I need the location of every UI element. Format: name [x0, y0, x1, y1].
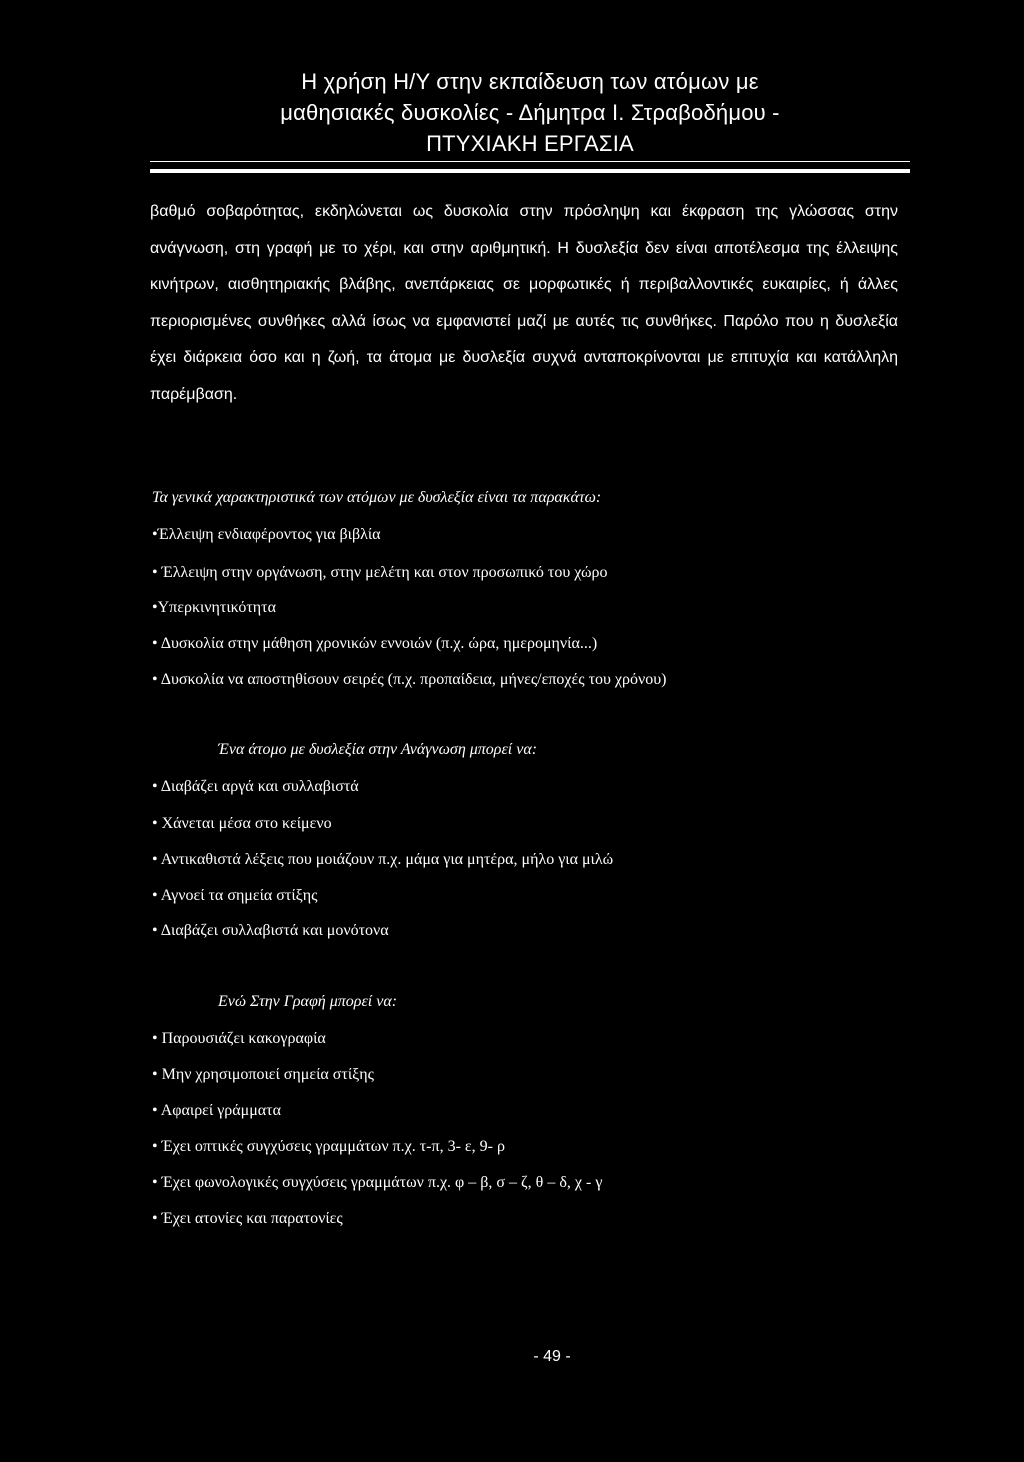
writing-item-5: • Έχει φωνολογικές συγχύσεις γραμμάτων π.χ. φ – β, σ – ζ, θ – δ, χ - γ — [152, 1174, 603, 1191]
intro-paragraph: βαθμό σοβαρότητας, εκδηλώνεται ως δυσκολία στην πρόσληψη και έκφραση της γλώσσας στην ανάγνωση, στη γραφή με το χέρι, και στην αριθμητική. Η δυσλεξία δεν είναι αποτέλεσμα της έλλειψης κινήτρων, αισθητηριακής βλάβης, ανεπάρκειας σε μορφωτικές ή περιβαλλοντικές ευκαιρίες, ή άλλες περιορισμένες συνθήκες αλλά ίσως να εμφανιστεί μαζί με αυτές τις συνθήκες. Παρόλο που η δυσλεξία έχει διάρκεια όσο και η ζωή, τα άτομα με δυσλεξία συχνά ανταποκρίνονται με επιτυχία και κατάλληλη παρέμβαση. — [150, 203, 898, 403]
reading-item-2: • Χάνεται μέσα στο κείμενο — [152, 815, 332, 832]
reading-item-4: • Αγνοεί τα σημεία στίξης — [152, 887, 318, 904]
writing-title: Ενώ Στην Γραφή μπορεί να: — [218, 993, 398, 1010]
header-line-2: μαθησιακές δυσκολίες - Δήμητρα Ι. Στραβοδήμου - — [280, 100, 780, 125]
general-item-1: •Έλλειψη ενδιαφέροντος για βιβλία — [152, 526, 381, 543]
reading-item-3: • Αντικαθιστά λέξεις που μοιάζουν π.χ. μάμα για μητέρα, μήλο για μιλώ — [152, 851, 614, 868]
writing-item-1: • Παρουσιάζει κακογραφία — [152, 1030, 326, 1047]
header-line-1: Η χρήση Η/Υ στην εκπαίδευση των ατόμων με — [301, 69, 759, 94]
page-number: - 49 - — [533, 1348, 571, 1365]
writing-item-2: • Μην χρησιμοποιεί σημεία στίξης — [152, 1066, 374, 1083]
reading-item-1: • Διαβάζει αργά και συλλαβιστά — [152, 778, 359, 795]
general-item-2: • Έλλειψη στην οργάνωση, στην μελέτη και στον προσωπικό του χώρο — [152, 564, 608, 581]
running-header — [150, 66, 910, 159]
writing-item-3: • Αφαιρεί γράμματα — [152, 1102, 281, 1119]
general-item-4: • Δυσκολία στην μάθηση χρονικών εννοιών (π.χ. ώρα, ημερομηνία...) — [152, 635, 598, 652]
general-characteristics-title: Τα γενικά χαρακτηριστικά των ατόμων με δυσλεξία είναι τα παρακάτω: — [152, 489, 602, 506]
general-item-5: • Δυσκολία να αποστηθίσουν σειρές (π.χ. προπαίδεια, μήνες/εποχές του χρόνου) — [152, 671, 667, 688]
reading-title: Ένα άτομο με δυσλεξία στην Ανάγνωση μπορεί να: — [218, 741, 538, 758]
reading-item-5: • Διαβάζει συλλαβιστά και μονότονα — [152, 922, 389, 939]
header-rule-thick — [150, 169, 910, 173]
header-line-3: ΠΤΥΧΙΑΚΗ ΕΡΓΑΣΙΑ — [426, 131, 634, 156]
header-rule-thin — [150, 161, 910, 162]
writing-item-4: • Έχει οπτικές συγχύσεις γραμμάτων π.χ. τ-π, 3- ε, 9- ρ — [152, 1138, 505, 1155]
general-item-3: •Υπερκινητικότητα — [152, 599, 276, 616]
writing-item-6: • Έχει ατονίες και παρατονίες — [152, 1210, 343, 1227]
